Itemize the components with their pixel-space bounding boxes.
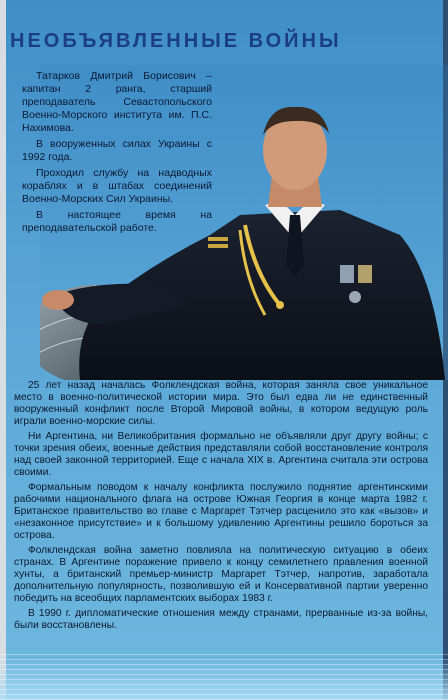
- annotation-paragraph: В 1990 г. дипломатические отношения между странами, прерванные из-за войны, были восстановлены.: [14, 608, 428, 631]
- annotation-paragraph: Ни Аргентина, ни Великобритания формально не объявляли друг другу войны; с точки зрения обеих, военные действия представляли собой восстановление контроля над своей законной территорией. Еще с начала XIX в. Аргентина считала эти острова своими.: [14, 431, 428, 478]
- bio-paragraph: Проходил службу на надводных кораблях и в штабах соединений Военно-Морских Сил Украины.: [22, 167, 212, 205]
- bio-paragraph: В вооруженных силах Украины с 1992 года.: [22, 138, 212, 163]
- author-bio: [22, 70, 212, 238]
- spine-edge: [0, 0, 6, 700]
- annotation-paragraph: 25 лет назад началась Фолклендская война, которая заняла свое уникальное место в военно-политической истории мира. Это был едва ли не единственный вооруженный конфликт после Второй Мировой войны, в котором ведущую роль играли военно-морские силы.: [14, 380, 428, 427]
- annotation-paragraph: Формальным поводом к началу конфликта послужило поднятие аргентинскими рабочими национального флага на острове Южная Георгия в конце марта 1982 г. Британское правительство во главе с Маргарет Тэтчер расценило это как «вызов» и «незаконное присутствие» и к большому удивлению Аргентины решило бороться за острова.: [14, 482, 428, 541]
- decorative-stripes: [0, 652, 448, 700]
- annotation-paragraph: Фолклендская война заметно повлияла на политическую ситуацию в обеих странах. В Аргентине поражение привело к концу семилетнего правления военной хунты, а британский премьер-министр Маргарет Тэтчер, напротив, заработала дополнительную популярность, позволившую ей и Консервативной партии уверенно победить на всеобщих парламентских выборах 1983 г.: [14, 545, 428, 604]
- bio-paragraph: Татарков Дмитрий Борисович – капитан 2 ранга, старший преподаватель Севастопольского Военно-Морского института им. П.С. Нахимова.: [22, 70, 212, 134]
- cover-title: НЕОБЪЯВЛЕННЫЕ ВОЙНЫ: [10, 30, 342, 52]
- book-annotation: [14, 380, 428, 635]
- bio-paragraph: В настоящее время на преподавательской работе.: [22, 209, 212, 234]
